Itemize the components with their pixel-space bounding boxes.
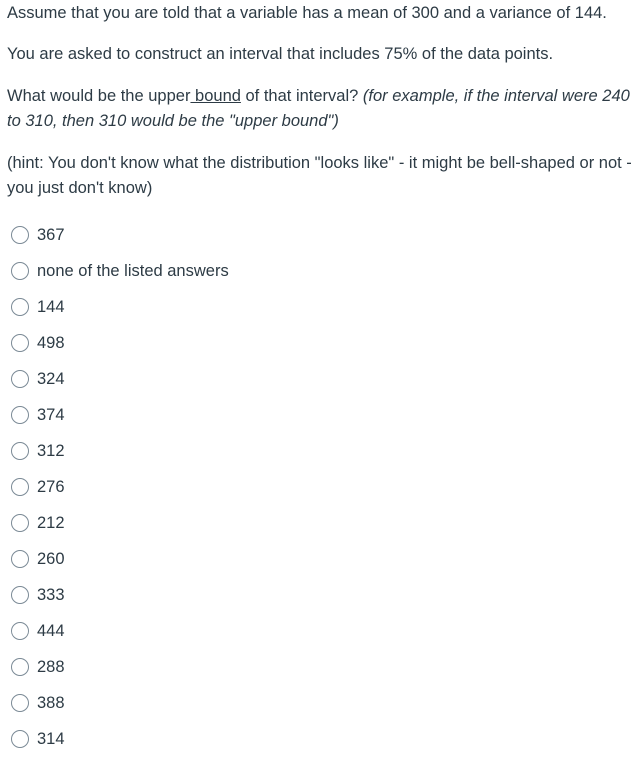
question-line-mean-variance: Assume that you are told that a variable has a mean of 300 and a variance of 144.	[7, 4, 607, 22]
radio-button[interactable]	[11, 298, 29, 316]
answer-option[interactable]	[0, 254, 643, 290]
answer-label[interactable]: 144	[37, 298, 65, 316]
question-line-upper-bound-middle: of that interval?	[240, 87, 363, 105]
answer-option[interactable]	[0, 326, 643, 362]
radio-button[interactable]	[11, 622, 29, 640]
radio-button[interactable]	[11, 586, 29, 604]
radio-button[interactable]	[11, 514, 29, 532]
radio-button[interactable]	[11, 694, 29, 712]
answer-option[interactable]	[0, 650, 643, 686]
answer-option[interactable]	[0, 470, 643, 506]
hint-text: (hint: You don't know what the distribution "looks like" - it might be bell-shaped or not - you just don't know)	[7, 154, 632, 197]
answer-option[interactable]	[0, 398, 643, 434]
answer-label[interactable]: 276	[37, 478, 65, 496]
answer-options	[0, 218, 643, 758]
answer-label[interactable]: none of the listed answers	[37, 262, 229, 280]
radio-button[interactable]	[11, 262, 29, 280]
answer-label[interactable]: 388	[37, 694, 65, 712]
radio-button[interactable]	[11, 370, 29, 388]
question-line-upper-bound	[7, 84, 639, 134]
question-line-upper-bound-start: What would be the upper	[7, 87, 191, 105]
answer-label[interactable]: 444	[37, 622, 65, 640]
radio-button[interactable]	[11, 226, 29, 244]
answer-label[interactable]: 374	[37, 406, 65, 424]
radio-button[interactable]	[11, 550, 29, 568]
answer-option[interactable]	[0, 434, 643, 470]
answer-label[interactable]: 288	[37, 658, 65, 676]
answer-label[interactable]: 260	[37, 550, 65, 568]
answer-option[interactable]	[0, 686, 643, 722]
question-line-interval: You are asked to construct an interval that includes 75% of the data points.	[7, 45, 554, 63]
radio-button[interactable]	[11, 478, 29, 496]
radio-button[interactable]	[11, 334, 29, 352]
answer-label[interactable]: 367	[37, 226, 65, 244]
radio-button[interactable]	[11, 442, 29, 460]
radio-button[interactable]	[11, 658, 29, 676]
answer-option[interactable]	[0, 542, 643, 578]
answer-option[interactable]	[0, 614, 643, 650]
answer-label[interactable]: 312	[37, 442, 65, 460]
radio-button[interactable]	[11, 406, 29, 424]
answer-label[interactable]: 324	[37, 370, 65, 388]
radio-button[interactable]	[11, 730, 29, 748]
bound-underlined-word: bound	[190, 87, 241, 105]
answer-option[interactable]	[0, 506, 643, 542]
answer-option[interactable]	[0, 578, 643, 614]
answer-label[interactable]: 314	[37, 730, 65, 748]
answer-option[interactable]	[0, 722, 643, 758]
answer-option[interactable]	[0, 362, 643, 398]
answer-label[interactable]: 212	[37, 514, 65, 532]
example-italic-text: (for example, if the interval were 240 to 310, then 310 would be the "upper bound")	[7, 87, 630, 130]
answer-label[interactable]: 498	[37, 334, 65, 352]
answer-option[interactable]	[0, 218, 643, 254]
answer-option[interactable]	[0, 290, 643, 326]
answer-label[interactable]: 333	[37, 586, 65, 604]
